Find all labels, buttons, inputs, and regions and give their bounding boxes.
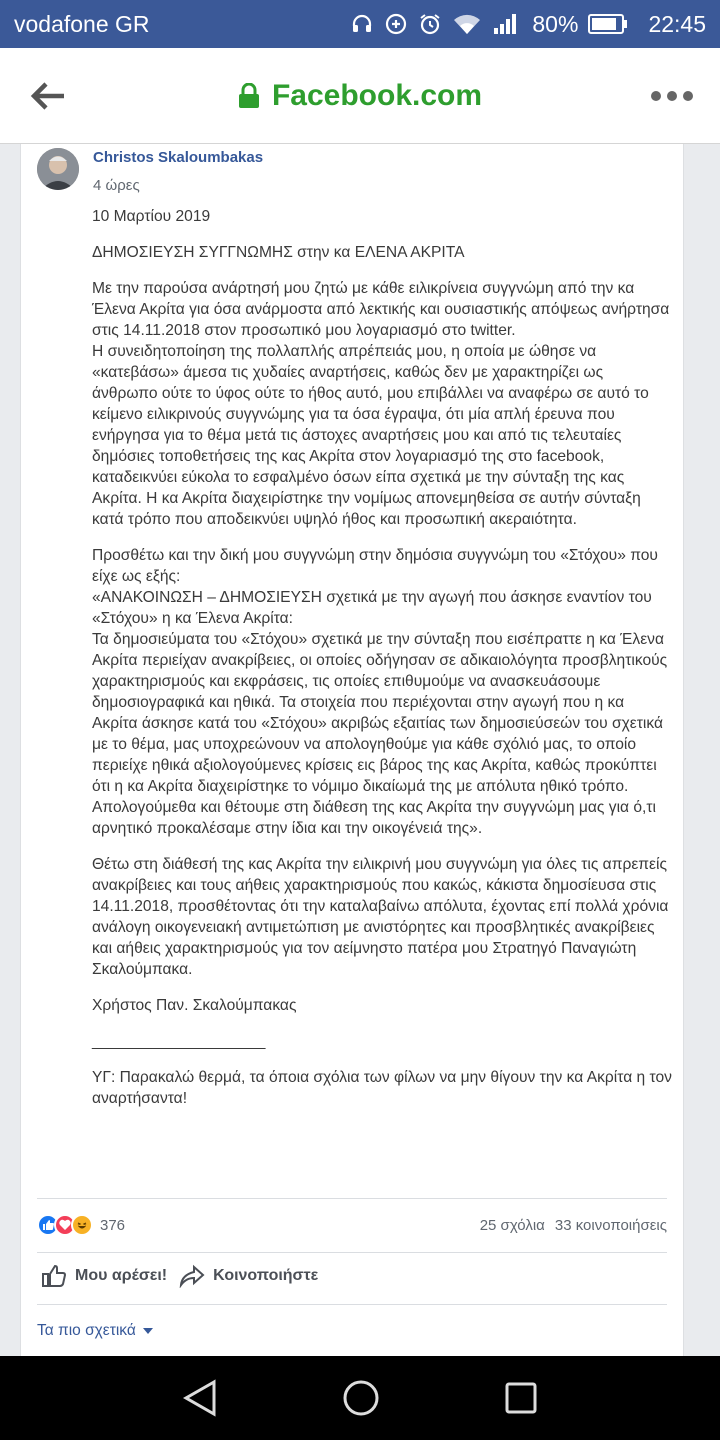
post-body [92, 206, 672, 1124]
signal-icon [492, 12, 518, 36]
carrier-name: vodafone GR [14, 10, 150, 37]
wifi-icon [452, 12, 482, 36]
share-button[interactable] [179, 1264, 318, 1288]
more-options-button[interactable] [624, 48, 720, 144]
share-arrow-icon [179, 1264, 205, 1288]
battery-icon [588, 13, 628, 35]
post-paragraph: Θέτω στη διάθεσή της κας Ακρίτα την ειλικρινή μου συγγνώμη για όλες τις απρεπείς ανακρίβειες και τους αήθεις χαρακτηρισμούς που κακώς, κάκιστα δημοσίευσα στις 14.11.2018, προσθέτοντας ότι την καταλαβαίνω απόλυτα, έχοντας επί πολλά χρόνια ανάλογη οικογενειακή αντιμετώπιση με ανιστόρητες και προσβλητικές ανακρίβειες και αήθεις χαρακτηρισμούς για τον αείμνηστο πατέρα μου Στρατηγό Παναγιώτη Σκαλούμπακα. [92, 856, 669, 978]
battery-percent: 80% [532, 10, 579, 37]
home-circle-icon[interactable] [342, 1379, 380, 1417]
comments-count[interactable]: 25 σχόλια [479, 1216, 545, 1234]
post-paragraph: «ΑΝΑΚΟΙΝΩΣΗ – ΔΗΜΟΣΙΕΥΣΗ σχετικά με την αγωγή που άσκησε εναντίον του «Στόχου» η κα Έλενα Ακρίτα: [92, 589, 652, 627]
divider [37, 1198, 667, 1199]
post-header [37, 148, 263, 196]
headset-icon [350, 12, 374, 36]
status-bar [0, 0, 720, 48]
back-arrow-icon [30, 81, 66, 111]
comment-sort-dropdown[interactable] [37, 1322, 154, 1340]
post-date: 10 Μαρτίου 2019 [92, 208, 211, 225]
navigation-bar [0, 1356, 720, 1440]
shares-count[interactable]: 33 κοινοποιήσεις [554, 1216, 667, 1234]
post-paragraph: Με την παρούσα ανάρτησή μου ζητώ με κάθε ειλικρίνεια συγγνώμη από την κα Έλενα Ακρίτα για όσα ανάρμοστα από λεκτικής και ουσιαστικής απόψεως ανήρτησα στις 14.11.2018 στον προσωπικό μου λογαριασμό στο twitter. [92, 280, 670, 339]
post-ps: ΥΓ: Παρακαλώ θερμά, τα όποια σχόλια των φίλων να μην θίγουν την κα Ακρίτα η τον αναρτήσαντα! [92, 1069, 672, 1107]
share-label: Κοινοποιήστε [213, 1267, 319, 1284]
caret-down-icon [142, 1327, 154, 1335]
url-bar[interactable] [96, 79, 624, 113]
more-dots-icon [650, 90, 694, 102]
divider [37, 1252, 667, 1253]
url-text: Facebook.com [271, 78, 483, 112]
divider [37, 1304, 667, 1305]
post-paragraph: Η συνειδητοποίηση της πολλαπλής απρέπειάς μου, η οποία με ώθησε να «κατεβάσω» άμεσα τις χυδαίες αναρτήσεις, καθώς δεν με χαρακτηρίζει ως άνθρωπο ούτε το ύφος ούτε το ήθος αυτό, μου επιβάλλει να αναφέρω σε αυτό το κείμενο ειλικρινούς συγγνώμης για τα όσα έγραψα, ότι μία απλή έρευνα που ενήργησα για το θέμα μετά τις άστοχες αναρτήσεις μου και από τις τελευταίες δημόσιες τοποθετήσεις της κας Ακρίτα στον λογαριασμό της στο facebook, καταδεικνύει εύκολα το εσφαλμένο όσων είπα σχετικά με την σύνταξη της κας Ακρίτα. Η κα Ακρίτα διαχειρίστηκε την νομίμως απονεμηθείσα σε αυτήν σύνταξη κατά τρόπο που αποδεικνύει υψηλό ήθος και προσωπική ακεραιότητα. [92, 343, 649, 528]
back-button[interactable] [0, 48, 96, 144]
like-button[interactable] [41, 1264, 167, 1288]
reactions-summary[interactable] [37, 1213, 667, 1237]
post-signature: Χρήστος Παν. Σκαλούμπακας [92, 997, 297, 1014]
post-timestamp[interactable]: 4 ώρες [93, 177, 140, 194]
browser-toolbar [0, 48, 720, 144]
comment-sort-label: Τα πιο σχετικά [37, 1322, 136, 1339]
avatar[interactable] [37, 148, 79, 190]
post-actions [41, 1264, 330, 1288]
alarm-icon [418, 12, 442, 36]
data-saver-icon [384, 12, 408, 36]
like-label: Μου αρέσει! [75, 1267, 168, 1284]
haha-reaction-icon [71, 1214, 93, 1236]
lock-icon [238, 83, 260, 109]
post-paragraph: Τα δημοσιεύματα του «Στόχου» σχετικά με την σύνταξη που εισέπραττε η κα Έλενα Ακρίτα περιείχαν ανακρίβειες, οι οποίες οδήγησαν σε αδικαιολόγητα προσβλητικούς χαρακτηρισμούς και εκφράσεις, τις οποίες επιθυμούμε να ανασκευάσουμε δημοσιογραφικά και ηθικά. Τα στοιχεία που περιέχονται στην αγωγή που η κα Ακρίτα άσκησε κατά του «Στόχου» ακριβώς εξαιτίας των δημοσιεύσεών του σχετικά με το θέμα, μας υποχρεώνουν να απολογηθούμε για κάθε σχόλιό μας, το οποίο περιείχε ηθικά αξιολογούμενες κρίσεις εις βάρος της κας Ακρίτα, καθώς προκύπτει ότι η κα Ακρίτα διαχειρίστηκε το νόμιμο δικαίωμά της με απόλυτα ηθικό τρόπο. Απολογούμεθα και θέτουμε στη διάθεση της κας Ακρίτα την συγγνώμη μας για ό,τι αρνητικό προκαλέσαμε στην ίδια και την οικογένειά της». [92, 631, 668, 837]
back-triangle-icon[interactable] [182, 1379, 218, 1417]
clock: 22:45 [648, 10, 706, 37]
post-heading: ΔΗΜΟΣΙΕΥΣΗ ΣΥΓΓΝΩΜΗΣ στην κα ΕΛΕΝΑ ΑΚΡΙΤΑ [92, 244, 465, 261]
reaction-count: 376 [100, 1216, 126, 1234]
author-name[interactable]: Christos Skaloumbakas [93, 149, 264, 166]
thumbs-up-icon [41, 1264, 67, 1288]
post-divider: ____________________ [92, 1033, 266, 1050]
recents-square-icon[interactable] [504, 1381, 538, 1415]
post-paragraph: Προσθέτω και την δική μου συγγνώμη στην δημόσια συγγνώμη του «Στόχου» που είχε ως εξής: [92, 547, 658, 585]
post-card [20, 144, 684, 1356]
